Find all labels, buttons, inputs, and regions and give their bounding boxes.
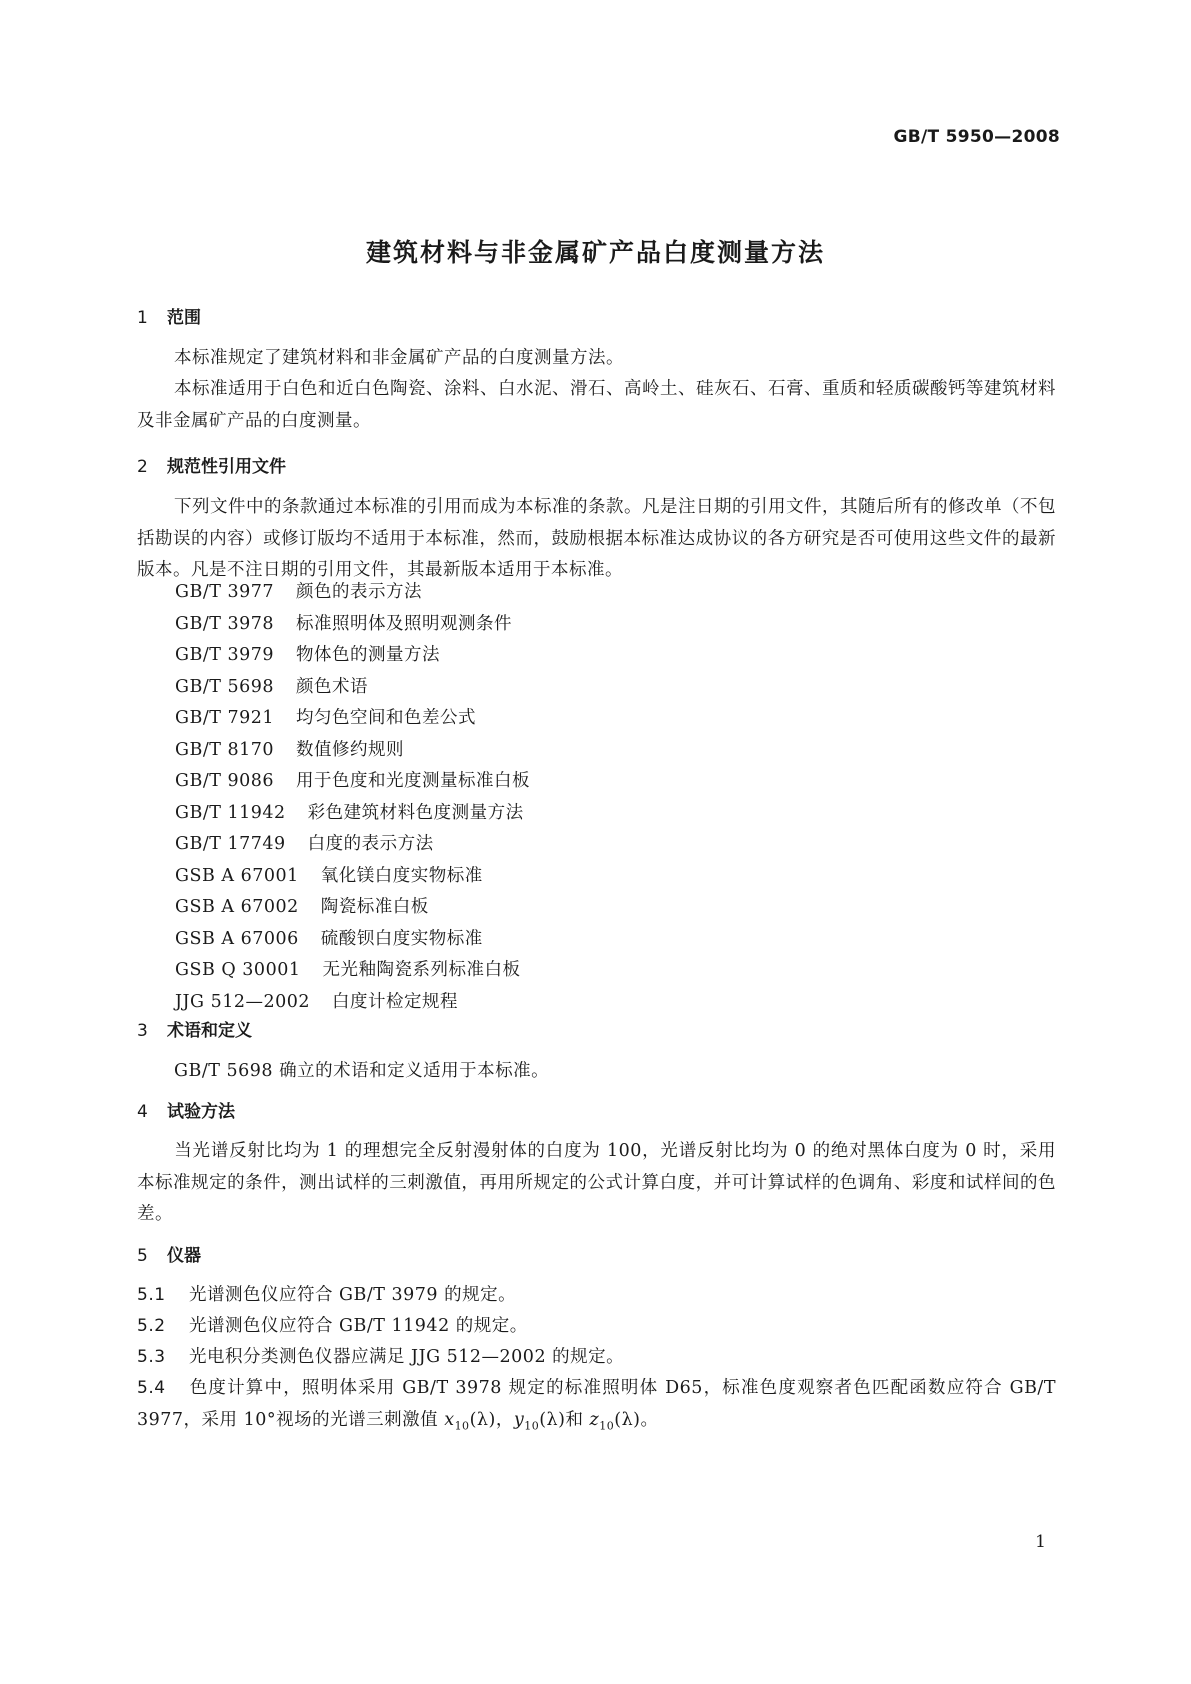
clause-text: 光谱测色仪应符合 GB/T 11942 的规定。: [189, 1316, 528, 1336]
ref-code: GB/T 3977: [175, 582, 275, 602]
ref-code: GSB Q 30001: [175, 960, 301, 980]
ref-code: JJG 512—2002: [175, 991, 311, 1012]
list-item: [175, 703, 530, 735]
page-title: 建筑材料与非金属矿产品白度测量方法: [365, 238, 825, 267]
ref-code: GSB A 67006: [175, 928, 299, 949]
clause-number: 5.3: [137, 1347, 166, 1367]
end-mark: 。: [640, 1409, 659, 1430]
list-item: [175, 861, 530, 893]
paragraph-text: GB/T 5698 确立的术语和定义适用于本标准。: [174, 1061, 550, 1081]
ref-name: 标准照明体及照明观测条件: [296, 613, 513, 634]
lambda: (λ): [614, 1409, 641, 1430]
subscript: 10: [599, 1419, 615, 1432]
ref-name: 陶瓷标准白板: [320, 897, 429, 917]
list-item: [175, 609, 530, 641]
list-item: [175, 766, 530, 798]
standard-code: GB/T 5950—2008: [893, 127, 1060, 147]
clause-number: 5.2: [137, 1316, 166, 1336]
section-number: 3: [137, 1021, 148, 1041]
separator: 和: [565, 1409, 590, 1430]
section-number: 1: [137, 308, 148, 328]
section-3-paragraph-1: [137, 1056, 1056, 1088]
list-item: [175, 672, 530, 704]
list-item: [175, 577, 530, 609]
paragraph-text: 当光谱反射比均为 1 的理想完全反射漫射体的白度为 100，光谱反射比均为 0 的绝对黑体白度为 0 时，采用本标准规定的条件，测出试样的三刺激值，再用所规定的公式计算白度，并可计算试样的色调角、彩度和试样间的色差。: [137, 1141, 1056, 1224]
ref-code: GB/T 11942: [175, 802, 286, 823]
ref-name: 均匀色空间和色差公式: [296, 708, 477, 728]
section-number: 2: [137, 457, 148, 477]
section-2-paragraph-1: [137, 492, 1056, 587]
subscript: 10: [454, 1419, 470, 1432]
separator: ，: [495, 1409, 514, 1430]
section-number: 5: [137, 1246, 148, 1266]
page-number: 1: [1035, 1532, 1046, 1552]
section-title: 仪器: [167, 1246, 201, 1266]
lambda: (λ): [539, 1409, 566, 1430]
subscript: 10: [524, 1419, 540, 1432]
reference-list: [175, 577, 530, 1018]
ref-name: 物体色的测量方法: [296, 645, 441, 665]
list-item: [175, 924, 530, 956]
clause-5-2: [137, 1311, 1056, 1343]
ref-code: GSB A 67002: [175, 897, 299, 917]
ref-name: 氧化镁白度实物标准: [320, 865, 483, 886]
section-1-heading: [137, 303, 201, 328]
clause-number: 5.4: [137, 1378, 166, 1398]
section-4-heading: [137, 1097, 235, 1122]
ref-code: GB/T 17749: [175, 834, 286, 854]
z-symbol: z: [589, 1409, 600, 1430]
clause-5-1: [137, 1280, 1056, 1312]
ref-code: GB/T 7921: [175, 708, 275, 728]
section-title: 术语和定义: [167, 1021, 252, 1041]
list-item: [175, 640, 530, 672]
ref-name: 白度的表示方法: [307, 834, 434, 854]
section-2-heading: [137, 452, 286, 477]
x-symbol: x: [444, 1409, 455, 1430]
ref-code: GSB A 67001: [175, 865, 299, 886]
ref-name: 彩色建筑材料色度测量方法: [307, 802, 524, 823]
ref-name: 颜色的表示方法: [296, 582, 423, 602]
ref-code: GB/T 9086: [175, 771, 275, 791]
ref-name: 数值修约规则: [296, 739, 405, 760]
ref-name: 无光釉陶瓷系列标准白板: [322, 960, 521, 980]
ref-name: 白度计检定规程: [332, 991, 459, 1012]
ref-code: GB/T 3978: [175, 613, 275, 634]
section-number: 4: [137, 1102, 148, 1122]
list-item: [175, 955, 530, 987]
clause-5-3: [137, 1342, 1056, 1374]
paragraph-text: 本标准规定了建筑材料和非金属矿产品的白度测量方法。: [174, 348, 624, 368]
section-5-heading: [137, 1241, 201, 1266]
section-1-paragraph-2: [137, 374, 1056, 437]
ref-code: GB/T 8170: [175, 739, 275, 760]
paragraph-text: 下列文件中的条款通过本标准的引用而成为本标准的条款。凡是注日期的引用文件，其随后所有的修改单（不包括勘误的内容）或修订版均不适用于本标准，然而，鼓励根据本标准达成协议的各方研究是否可使用这些文件的最新版本。凡是不注日期的引用文件，其最新版本适用于本标准。: [137, 497, 1056, 580]
section-title: 规范性引用文件: [167, 457, 286, 477]
section-title: 试验方法: [167, 1102, 235, 1122]
lambda: (λ): [469, 1409, 496, 1430]
list-item: [175, 735, 530, 767]
section-4-paragraph-1: [137, 1136, 1056, 1231]
section-title: 范围: [167, 308, 201, 328]
clause-5-4: [137, 1373, 1056, 1442]
paragraph-text: 本标准适用于白色和近白色陶瓷、涂料、白水泥、滑石、高岭土、硅灰石、石膏、重质和轻质碳酸钙等建筑材料及非金属矿产品的白度测量。: [137, 379, 1056, 431]
ref-name: 硫酸钡白度实物标准: [320, 928, 483, 949]
list-item: [175, 798, 530, 830]
clause-text: 光电积分类测色仪器应满足 JJG 512—2002 的规定。: [189, 1347, 625, 1367]
section-3-heading: [137, 1016, 252, 1041]
ref-code: GB/T 5698: [175, 676, 275, 697]
ref-name: 用于色度和光度测量标准白板: [296, 771, 531, 791]
clause-text: 色度计算中，照明体采用 GB/T 3978 规定的标准照明体 D65，标准色度观察者色匹配函数应符合 GB/T 3977，采用 10°视场的光谱三刺激值: [137, 1378, 1056, 1430]
y-symbol: y: [513, 1409, 525, 1430]
section-1-paragraph-1: [137, 343, 1056, 375]
ref-code: GB/T 3979: [175, 645, 275, 665]
clause-text: 光谱测色仪应符合 GB/T 3979 的规定。: [189, 1285, 517, 1305]
clause-number: 5.1: [137, 1285, 166, 1305]
list-item: [175, 892, 530, 924]
list-item: [175, 829, 530, 861]
ref-name: 颜色术语: [296, 676, 369, 697]
list-item: [175, 987, 530, 1019]
